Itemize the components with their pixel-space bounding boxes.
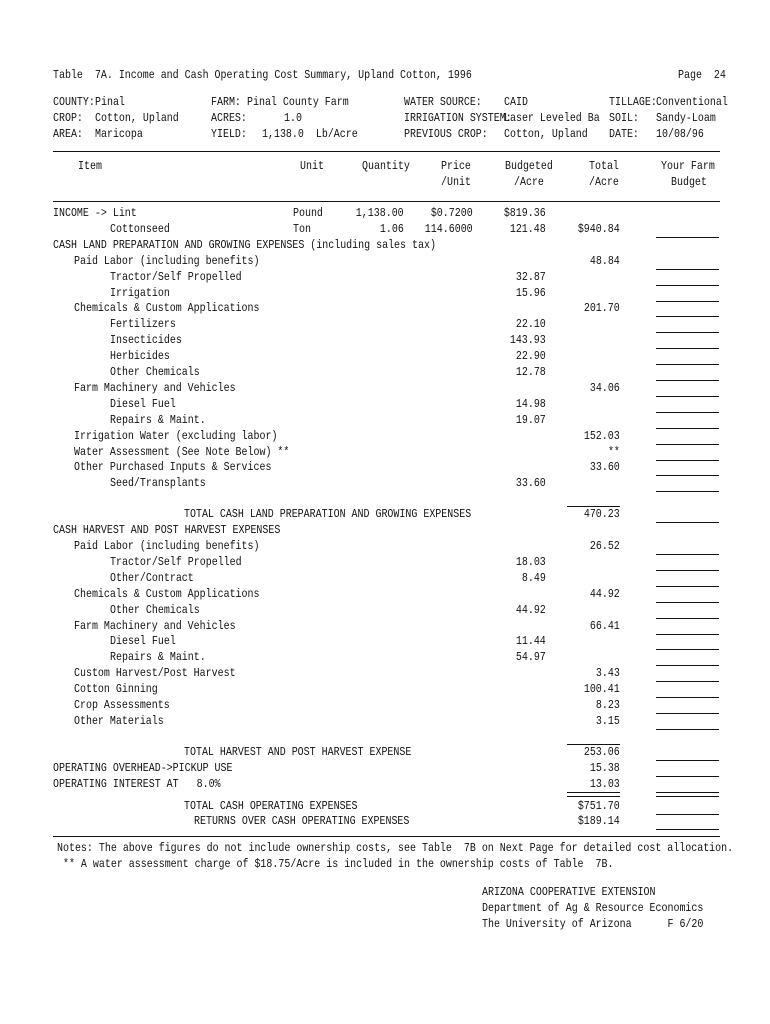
row-label: Other Chemicals <box>110 603 200 617</box>
your-farm-budget-field[interactable] <box>656 697 719 698</box>
your-farm-budget-field[interactable] <box>656 380 719 381</box>
total-operating-label: TOTAL CASH OPERATING EXPENSES <box>184 799 358 813</box>
bottom-rule <box>53 836 720 837</box>
irrigation-system-value: Laser Leveled Ba <box>504 112 600 125</box>
your-farm-budget-field[interactable] <box>656 460 719 461</box>
table-title: Table 7A. Income and Cash Operating Cost Summary, Upland Cotton, 1996 <box>53 69 472 82</box>
your-farm-budget-field[interactable] <box>656 301 719 302</box>
footer-line-3: The University of Arizona F 6/20 <box>482 918 704 931</box>
harvest-heading: CASH HARVEST AND POST HARVEST EXPENSES <box>53 524 281 538</box>
notes-line-2: ** A water assessment charge of $18.75/Acre is included in the ownership costs of Table 7B. <box>57 858 614 872</box>
col-price-unit: /Unit <box>441 176 471 189</box>
row-label: Herbicides <box>110 350 170 364</box>
total-growing-label: TOTAL CASH LAND PREPARATION AND GROWING EXPENSES <box>184 508 472 522</box>
farm-value: Pinal County Farm <box>247 96 349 109</box>
row-label: Repairs & Maint. <box>110 413 206 427</box>
row-total: 201.70 <box>584 302 620 316</box>
crop-value: Cotton, Upland <box>95 112 179 125</box>
row-budgeted: 32.87 <box>516 270 546 284</box>
row-label: Repairs & Maint. <box>110 651 206 665</box>
row-total: 3.43 <box>596 667 620 681</box>
row-label: Other Purchased Inputs & Services <box>74 461 272 475</box>
col-budgeted-acre: /Acre <box>514 176 544 189</box>
col-budgeted: Budgeted <box>505 160 553 173</box>
row-total: $940.84 <box>578 222 620 236</box>
row-label: Crop Assessments <box>74 699 170 712</box>
row-label: Water Assessment (See Note Below) ** <box>74 445 290 459</box>
row-label: Chemicals & Custom Applications <box>74 302 260 316</box>
county-label: COUNTY: <box>53 96 95 109</box>
row-budgeted: 121.48 <box>510 222 546 236</box>
row-label: Chemicals & Custom Applications <box>74 587 260 601</box>
farm-label: FARM: <box>211 96 241 109</box>
your-farm-budget-field[interactable] <box>656 316 719 317</box>
row-label: CASH LAND PREPARATION AND GROWING EXPENSES (including sales tax) <box>53 238 436 252</box>
row-label: Fertilizers <box>110 318 176 332</box>
row-unit: Pound <box>293 207 323 220</box>
soil-label: SOIL: <box>609 112 639 125</box>
row-total: 100.41 <box>584 683 620 697</box>
soil-value: Sandy-Loam <box>656 112 716 125</box>
previous-crop-label: PREVIOUS CROP: <box>404 128 488 141</box>
row-budgeted: 15.96 <box>516 286 546 300</box>
page-number: Page 24 <box>678 69 726 82</box>
your-farm-budget-field[interactable] <box>656 475 719 476</box>
county-value: Pinal <box>95 96 125 109</box>
row-label: INCOME -> Lint <box>53 207 137 220</box>
your-farm-budget-field[interactable] <box>656 665 719 666</box>
row-budgeted: 54.97 <box>516 651 546 665</box>
row-budgeted: 33.60 <box>516 477 546 491</box>
row-label: Diesel Fuel <box>110 397 176 411</box>
row-budgeted: 18.03 <box>516 555 546 569</box>
your-farm-budget-field[interactable] <box>656 618 719 619</box>
your-farm-budget-field[interactable] <box>656 634 719 635</box>
row-budgeted: 44.92 <box>516 603 546 617</box>
your-farm-budget-field[interactable] <box>656 491 719 492</box>
interest-label: OPERATING INTEREST AT 8.0% <box>53 777 221 791</box>
row-budgeted: 8.49 <box>522 571 546 585</box>
columns-rule <box>53 201 720 202</box>
overhead-value: 15.38 <box>590 761 620 775</box>
your-farm-budget-field[interactable] <box>656 713 719 714</box>
row-budgeted: 11.44 <box>516 635 546 649</box>
row-label: Other Materials <box>74 714 164 728</box>
footer-line-1: ARIZONA COOPERATIVE EXTENSION <box>482 886 656 900</box>
header-rule <box>53 151 720 152</box>
tillage-value: Conventional <box>656 96 728 109</box>
acres-value: 1.0 <box>284 112 302 125</box>
col-your-budget: Budget <box>671 176 707 189</box>
row-budgeted: 19.07 <box>516 413 546 427</box>
area-value: Maricopa <box>95 128 143 141</box>
row-price: $0.7200 <box>431 207 473 220</box>
col-item: Item <box>78 160 102 173</box>
row-label: Seed/Transplants <box>110 477 206 491</box>
acres-label: ACRES: <box>211 112 247 125</box>
your-farm-budget-field[interactable] <box>656 814 719 815</box>
col-total-acre: /Acre <box>589 176 619 189</box>
row-total: 152.03 <box>584 429 620 443</box>
row-label: Cottonseed <box>110 222 170 236</box>
date-value: 10/08/96 <box>656 128 704 141</box>
your-farm-budget-field[interactable] <box>656 729 719 730</box>
your-farm-budget-field[interactable] <box>656 269 719 270</box>
row-label: Other Chemicals <box>110 366 200 379</box>
row-label: Farm Machinery and Vehicles <box>74 619 236 633</box>
col-your-farm: Your Farm <box>661 160 715 173</box>
your-farm-budget-field[interactable] <box>656 776 719 777</box>
total-harvest-label: TOTAL HARVEST AND POST HARVEST EXPENSE <box>184 745 412 759</box>
row-label: Irrigation Water (excluding labor) <box>74 429 278 443</box>
total-double-rule <box>567 792 620 797</box>
row-total: 26.52 <box>590 540 620 553</box>
col-quantity: Quantity <box>362 160 410 173</box>
row-budgeted: 143.93 <box>510 334 546 348</box>
your-farm-budget-field[interactable] <box>656 554 719 555</box>
row-label: Insecticides <box>110 334 182 348</box>
row-total: 3.15 <box>596 714 620 728</box>
row-quantity: 1.06 <box>380 222 404 236</box>
row-label: Farm Machinery and Vehicles <box>74 381 236 395</box>
total-harvest-value: 253.06 <box>584 745 620 759</box>
row-label: Other/Contract <box>110 571 194 585</box>
tillage-label: TILLAGE: <box>609 96 657 109</box>
your-farm-budget-field[interactable] <box>656 649 719 650</box>
col-unit: Unit <box>300 160 324 173</box>
row-budgeted: 12.78 <box>516 366 546 379</box>
row-budgeted: $819.36 <box>504 207 546 220</box>
subtotal-rule <box>567 744 620 745</box>
notes-line-1: Notes: The above figures do not include ownership costs, see Table 7B on Next Page for detailed cost allocation. <box>57 842 734 856</box>
row-budgeted: 14.98 <box>516 397 546 411</box>
overhead-label: OPERATING OVERHEAD->PICKUP USE <box>53 761 233 775</box>
row-label: Tractor/Self Propelled <box>110 555 242 569</box>
row-label: Tractor/Self Propelled <box>110 270 242 284</box>
returns-label: RETURNS OVER CASH OPERATING EXPENSES <box>194 815 410 829</box>
your-farm-budget-field[interactable] <box>656 285 719 286</box>
your-farm-budget-field[interactable] <box>656 586 719 587</box>
irrigation-system-label: IRRIGATION SYSTEM: <box>404 112 512 125</box>
subtotal-rule <box>567 506 620 507</box>
your-farm-budget-field[interactable] <box>656 570 719 571</box>
footer-line-2: Department of Ag & Resource Economics <box>482 902 704 916</box>
returns-value: $189.14 <box>578 815 620 829</box>
your-farm-budget-field[interactable] <box>656 396 719 397</box>
row-label: Paid Labor (including benefits) <box>74 540 260 553</box>
your-farm-budget-field[interactable] <box>656 522 719 523</box>
your-farm-budget-field[interactable] <box>656 760 719 761</box>
row-unit: Ton <box>293 222 311 236</box>
row-total: 44.92 <box>590 587 620 601</box>
total-operating-value: $751.70 <box>578 799 620 813</box>
row-label: Paid Labor (including benefits) <box>74 254 260 268</box>
interest-value: 13.03 <box>590 777 620 791</box>
row-label: Irrigation <box>110 286 170 300</box>
row-budgeted: 22.90 <box>516 350 546 364</box>
your-farm-budget-field[interactable] <box>656 332 719 333</box>
your-farm-budget-field[interactable] <box>656 412 719 413</box>
row-total: 8.23 <box>596 699 620 712</box>
water-source-value: CAID <box>504 96 528 109</box>
row-label: Diesel Fuel <box>110 635 176 649</box>
your-farm-budget-field[interactable] <box>656 681 719 682</box>
row-total: 66.41 <box>590 619 620 633</box>
row-total: ** <box>608 445 620 459</box>
row-total: 48.84 <box>590 254 620 268</box>
yield-value: 1,138.0 Lb/Acre <box>262 128 358 141</box>
your-farm-double-rule <box>656 792 719 797</box>
your-farm-budget-field[interactable] <box>656 237 719 238</box>
your-farm-budget-field[interactable] <box>656 428 719 429</box>
your-farm-budget-field[interactable] <box>656 348 719 349</box>
col-price: Price <box>441 160 471 173</box>
row-total: 33.60 <box>590 461 620 475</box>
row-price: 114.6000 <box>425 222 473 236</box>
water-source-label: WATER SOURCE: <box>404 96 482 109</box>
row-label: Custom Harvest/Post Harvest <box>74 667 236 681</box>
row-label: Cotton Ginning <box>74 683 158 697</box>
row-quantity: 1,138.00 <box>356 207 404 220</box>
crop-label: CROP: <box>53 112 83 125</box>
total-growing-value: 470.23 <box>584 508 620 522</box>
area-label: AREA: <box>53 128 83 141</box>
previous-crop-value: Cotton, Upland <box>504 128 588 141</box>
date-label: DATE: <box>609 128 639 141</box>
row-budgeted: 22.10 <box>516 318 546 332</box>
yield-label: YIELD: <box>211 128 247 141</box>
your-farm-budget-field[interactable] <box>656 364 719 365</box>
your-farm-budget-field[interactable] <box>656 829 719 830</box>
your-farm-budget-field[interactable] <box>656 602 719 603</box>
col-total: Total <box>589 160 619 173</box>
row-total: 34.06 <box>590 381 620 395</box>
your-farm-budget-field[interactable] <box>656 444 719 445</box>
